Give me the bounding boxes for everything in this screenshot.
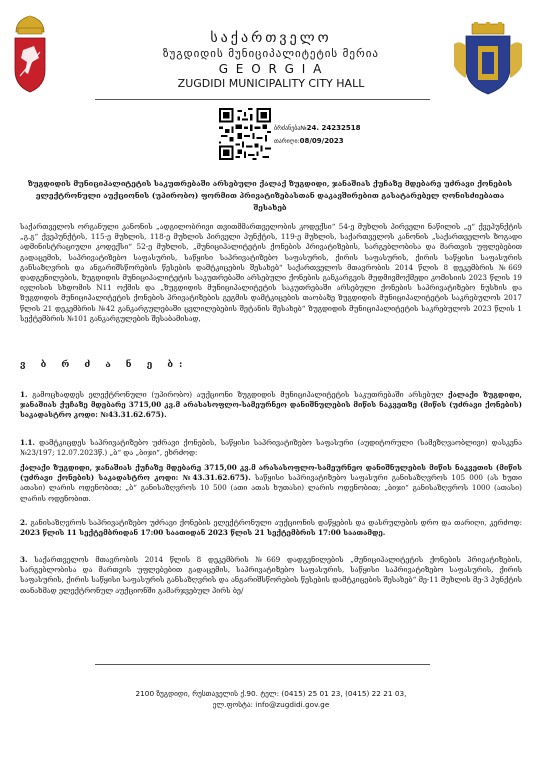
clause-bold-text: 2023 წლის 11 სექტემბრიდან 17:00 საათიდან 2023 წლის 21 სექტემბრის 17:00 საათამდე. (20, 528, 386, 538)
clause-number: 3. (20, 555, 28, 564)
country-name-en: G E O R G I A (218, 62, 324, 76)
footer-address: 2100 ზუგდიდი, რუსთაველის ქ.90. ტელ: (0415) 25 01 23, (0415) 22 21 03, (135, 689, 407, 698)
document-number: ბრძანება№24. 24232518 (274, 124, 361, 132)
georgia-coat-of-arms-icon (12, 10, 48, 98)
clause-1-1-details (20, 463, 522, 504)
clause-3 (20, 555, 522, 596)
document-date: თარიღი:08/09/2023 (274, 137, 344, 145)
clause-1-1 (20, 438, 522, 458)
header-divider (95, 99, 430, 100)
clause-text: დამტკიცდეს საპრივატიზებო უძრავი ქონების, საწყისი საპრივატიზებო საფასური (აუდიტორული (სამეზღვაობლივი) დასკვნა №23/197; 12.07.2023წ.) „ბ“ და „ბიჯი“, ეხრძოდ: (20, 438, 522, 458)
document-title: ზუგდიდის მუნიციპალიტეტის საკუთრებაში არსებული ქალაქ ზუგდიდი, ჯანაშიას ქუჩაზე მდებარე უძრავი ქონების ელექტრონული აუქციონის (უპირობო) ფორმით პრივატიზებასთან დაკავშირებით გასატარებელ ღონისძიებათა შესახებ (27, 179, 513, 212)
preamble-paragraph: საქართველოს ორგანული კანონის „ადგილობრივი თვითმმართველობის კოდექსი“ 54-ე მუხლის პირველი ნაწილის „ე“ ქვეპუნქტის „გ.გ“ ქვეპუნქტის, 115-ე მუხლის, 118-ე მუხლის პირველი პუნქტის, 119-ე მუხლის, საქართველოს კანონის „საქართველოს ზოგადი ადმინისტრაციული კოდექსი“ 52-ე მუხლის, „მუნიციპალიტეტის ქონების პრივატიზების, სარგებლობისა და მართვის უფლებებით გადაცემის, საპრივატიზებო საფასურის, საწყისი საპრივატიზებო საფასურის, ქირის საფასურის, ქირის საწყისი საფასურის განსაზღვრის და ანგარიშსწორების წესების დამტკიცების შესახებ“ საქართველოს მთავრობის 2014 წლის 8 დეკემბრის №669 დადგენილების, ზუგდიდის მუნიციპალიტეტის საკუთრებაში არსებული ქონების განკარგვის მუდმივმოქმედი კომისიის 2023 წლის 19 ივლისის სხდომის N11 ოქმის და „ზუგდიდის მუნიციპალიტეტის საკუთრებაში არსებული ქონების საპრივატიზებო ნუსხის და ზუგდიდის მუნიციპალიტეტის ქონების პრივატიზების გეგმის დამტკიცების თაობაზე ზუგდიდის მუნიციპალიტეტის საკრებულოს 2017 წლის 21 დეკემბრის №42 განკარგულებაში ცვლილებების შეტანის შესახებ“ ზუგდიდის მუნიციპალიტეტის საკრებულოს 2023 წლის 1 სექტემბრის №101 განკარგულების შესაბამისად, (20, 222, 522, 323)
clause-number: 2. (20, 518, 28, 527)
footer-divider (95, 664, 430, 665)
clause-number: 1.1. (20, 438, 36, 447)
clause-bold-text: ქალაქი ზუგდიდი, ჯანაშიას ქუჩაზე მდებარე 3715,00 კვ.მ არასასოფლო-სამეურნეო დანიშნულების მიწის ნაკვეთზე (მიწის (უძრავი ქონების) საკადასტრო კოდი: №43.31.62.675). (20, 390, 522, 420)
clause-text: გამოცხადდეს ელექტრონული (უპირობო) აუქციონი ზუგდიდის მუნიციპალიტეტის საკუთრებაში არსებულ (32, 390, 444, 399)
zugdidi-coat-of-arms-icon (452, 22, 524, 96)
clause-1 (20, 390, 522, 421)
qr-code-icon (219, 108, 271, 160)
clause-text: საქართველოს მთავრობის 2014 წლის 8 დეკემბრის №669 დადგენილების „მუნიციპალიტეტის ქონების პრივატიზების, სარგებლობისა და მართვის უფლებებით გადაცემის, საპრივატიზებო საფასურის, საწყისი საპრივატიზებო საფასურის, ქირის საფასურის, ქირის საწყისი საფასურის განსაზღვრის და ანგარიშსწორების წესების დამტკიცების შესახებ“ მე-11 მუხლის მე-3 პუნქტის თანახმად ელექტრონულ აუქციონში გამარჯვებულ პირს ბე/ (20, 555, 522, 595)
clause-bold-text: ქალაქი ზუგდიდი, ჯანაშიას ქუჩაზე მდებარე 3715,00 კვ.მ არასასოფლო-სამეურნეო დანიშნულების მიწის ნაკვეთის (მიწის (უძრავი ქონების) საკადასტრო კოდი: №43.31.62.675). (20, 463, 522, 483)
clause-2 (20, 518, 522, 538)
country-name-ka: საქართველო (210, 30, 332, 46)
clause-text: განისაზღვროს საპრივატიზებო უძრავი ქონების ელექტრონული აუქციონის დაწყების და დასრულების დრო და თარიღი, კერძოდ: (30, 518, 522, 527)
clause-number: 1. (20, 390, 28, 399)
footer-email: ელ.ფოსტა: info@zugdidi.gov.ge (212, 700, 330, 709)
city-hall-name-ka: ზუგდიდის მუნიციპალიტეტის მერია (162, 47, 380, 60)
decree-heading: ვ ბ რ ძ ა ნ ე ბ: (20, 360, 189, 370)
clause-text: საწყისი საპრივატიზებო საფასური განისაზღვროს 105 000 (ას ხუთი ათასი) ლარის ოდენობით; „ბ“ განისაზღვროს 10 500 (ათი ათას ხუთასი) ლარის ოდენობით; „ბიჯი“ განისაზღვროს 1000 (ათასი) ლარის ოდენობით. (20, 473, 522, 503)
city-hall-name-en: ZUGDIDI MUNICIPALITY CITY HALL (177, 77, 365, 90)
